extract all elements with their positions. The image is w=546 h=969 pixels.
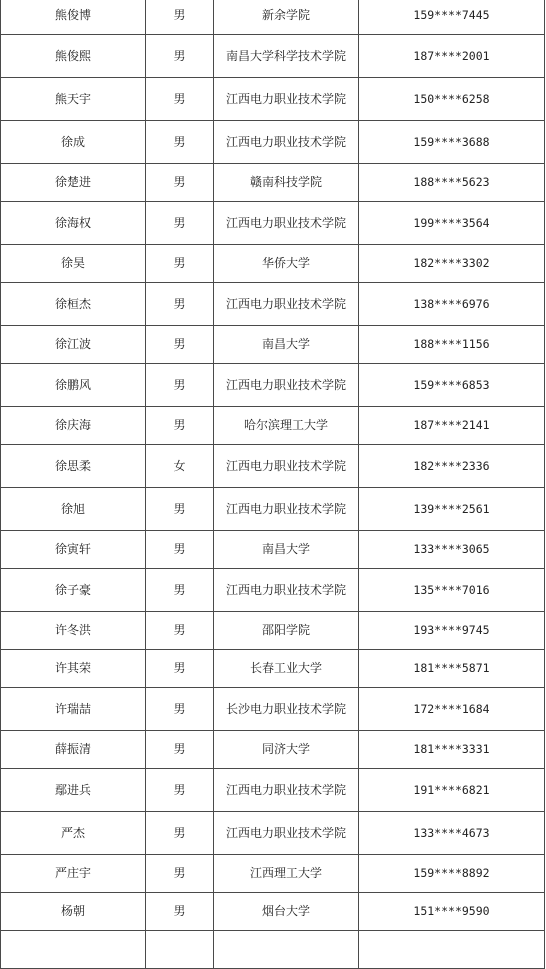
table-row xyxy=(1,35,545,78)
phone-cell xyxy=(359,364,545,407)
gender-cell xyxy=(146,612,214,650)
gender-cell-text: 男 xyxy=(173,48,186,63)
phone-cell-text: 151****9590 xyxy=(413,904,490,918)
phone-cell xyxy=(359,569,545,612)
table-row xyxy=(1,612,545,650)
gender-cell-text: 男 xyxy=(173,782,186,797)
phone-cell-text: 191****6821 xyxy=(413,782,490,797)
gender-cell-text: 男 xyxy=(173,701,186,716)
gender-cell-text: 男 xyxy=(173,8,186,22)
table-row xyxy=(1,78,545,121)
school-cell xyxy=(214,893,359,931)
phone-cell-text: 187****2141 xyxy=(413,418,490,432)
gender-cell xyxy=(146,488,214,531)
name-cell xyxy=(1,931,146,969)
name-cell xyxy=(1,164,146,202)
gender-cell xyxy=(146,0,214,35)
gender-cell xyxy=(146,931,214,969)
gender-cell-text: 男 xyxy=(173,582,186,597)
gender-cell-text: 男 xyxy=(173,377,186,392)
name-cell xyxy=(1,326,146,364)
name-cell xyxy=(1,245,146,283)
school-cell-text: 长沙电力职业技术学院 xyxy=(225,701,346,716)
school-cell-text: 江西电力职业技术学院 xyxy=(225,501,346,516)
phone-cell xyxy=(359,245,545,283)
gender-cell xyxy=(146,121,214,164)
table-row xyxy=(1,650,545,688)
school-cell xyxy=(214,78,359,121)
school-cell-text: 南昌大学 xyxy=(261,337,310,351)
phone-cell-text: 181****3331 xyxy=(413,742,490,756)
phone-cell xyxy=(359,283,545,326)
phone-cell xyxy=(359,650,545,688)
name-cell xyxy=(1,855,146,893)
gender-cell xyxy=(146,650,214,688)
table-row xyxy=(1,569,545,612)
name-cell xyxy=(1,202,146,245)
phone-cell xyxy=(359,893,545,931)
gender-cell xyxy=(146,893,214,931)
school-cell-text: 江西电力职业技术学院 xyxy=(225,582,346,597)
name-cell-text: 鄢进兵 xyxy=(54,782,91,797)
phone-cell-text: 193****9745 xyxy=(413,623,490,637)
school-cell-text: 江西电力职业技术学院 xyxy=(225,215,346,230)
phone-cell xyxy=(359,0,545,35)
name-cell-text: 徐昊 xyxy=(60,256,85,270)
gender-cell xyxy=(146,445,214,488)
school-cell-text: 江西理工大学 xyxy=(249,866,322,880)
phone-cell xyxy=(359,35,545,78)
gender-cell-text: 男 xyxy=(173,296,186,311)
name-cell xyxy=(1,812,146,855)
phone-cell-text: 181****5871 xyxy=(413,661,490,675)
table-row xyxy=(1,0,545,35)
table-row xyxy=(1,731,545,769)
phone-cell xyxy=(359,445,545,488)
name-cell xyxy=(1,688,146,731)
phone-cell xyxy=(359,78,545,121)
phone-cell-text: 172****1684 xyxy=(413,701,490,716)
gender-cell-text: 男 xyxy=(173,825,186,840)
school-cell xyxy=(214,245,359,283)
gender-cell-text: 男 xyxy=(173,742,186,756)
gender-cell-text: 男 xyxy=(173,418,186,432)
school-cell xyxy=(214,407,359,445)
gender-cell xyxy=(146,688,214,731)
gender-cell-text: 男 xyxy=(173,904,186,918)
name-cell-text: 许冬洪 xyxy=(54,623,91,637)
phone-cell xyxy=(359,769,545,812)
phone-cell-text: 133****4673 xyxy=(413,825,490,840)
name-cell-text: 熊俊熙 xyxy=(54,48,91,63)
name-cell-text: 徐海权 xyxy=(54,215,91,230)
phone-cell xyxy=(359,931,545,969)
phone-cell xyxy=(359,855,545,893)
phone-cell-text: 187****2001 xyxy=(413,48,490,63)
gender-cell xyxy=(146,364,214,407)
name-cell-text: 徐庆海 xyxy=(54,418,91,432)
phone-cell xyxy=(359,812,545,855)
school-cell-text: 南昌大学科学技术学院 xyxy=(225,48,346,63)
table-row xyxy=(1,531,545,569)
gender-cell-text: 男 xyxy=(173,501,186,516)
phone-cell xyxy=(359,202,545,245)
phone-cell-text: 138****6976 xyxy=(413,296,490,311)
table-row xyxy=(1,326,545,364)
table-row xyxy=(1,445,545,488)
name-cell-text: 徐鹏风 xyxy=(54,377,91,392)
name-cell-text: 熊天宇 xyxy=(54,91,91,106)
gender-cell-text: 男 xyxy=(173,866,186,880)
roster-table-body xyxy=(1,0,545,969)
name-cell xyxy=(1,488,146,531)
phone-cell xyxy=(359,326,545,364)
name-cell xyxy=(1,650,146,688)
table-row xyxy=(1,245,545,283)
name-cell xyxy=(1,769,146,812)
school-cell-text: 新余学院 xyxy=(261,8,310,22)
table-row xyxy=(1,407,545,445)
gender-cell-text: 男 xyxy=(173,215,186,230)
school-cell-text: 长春工业大学 xyxy=(249,661,322,675)
phone-cell-text: 182****3302 xyxy=(413,256,490,270)
gender-cell xyxy=(146,531,214,569)
table-row xyxy=(1,121,545,164)
gender-cell-text: 男 xyxy=(173,661,186,675)
school-cell xyxy=(214,35,359,78)
name-cell xyxy=(1,364,146,407)
gender-cell xyxy=(146,245,214,283)
school-cell xyxy=(214,364,359,407)
name-cell-text: 徐旭 xyxy=(60,501,85,516)
school-cell-text: 江西电力职业技术学院 xyxy=(225,91,346,106)
gender-cell xyxy=(146,407,214,445)
name-cell-text: 熊俊博 xyxy=(54,8,91,22)
phone-cell-text: 188****1156 xyxy=(413,337,490,351)
table-row xyxy=(1,812,545,855)
name-cell xyxy=(1,283,146,326)
school-cell xyxy=(214,202,359,245)
phone-cell xyxy=(359,731,545,769)
gender-cell xyxy=(146,769,214,812)
school-cell xyxy=(214,0,359,35)
school-cell-text: 江西电力职业技术学院 xyxy=(225,782,346,797)
gender-cell xyxy=(146,283,214,326)
table-row xyxy=(1,769,545,812)
name-cell-text: 徐桓杰 xyxy=(54,296,91,311)
name-cell xyxy=(1,569,146,612)
name-cell xyxy=(1,612,146,650)
school-cell-text: 江西电力职业技术学院 xyxy=(225,825,346,840)
gender-cell-text: 女 xyxy=(173,458,186,473)
school-cell-text: 江西电力职业技术学院 xyxy=(225,458,346,473)
name-cell-text: 徐江波 xyxy=(54,337,91,351)
school-cell xyxy=(214,283,359,326)
school-cell-text: 江西电力职业技术学院 xyxy=(225,296,346,311)
name-cell-text: 严庄宇 xyxy=(54,866,91,880)
table-row xyxy=(1,688,545,731)
phone-cell xyxy=(359,121,545,164)
name-cell xyxy=(1,445,146,488)
gender-cell xyxy=(146,78,214,121)
phone-cell xyxy=(359,612,545,650)
school-cell-text: 邵阳学院 xyxy=(261,623,310,637)
gender-cell-text: 男 xyxy=(173,134,186,149)
name-cell-text: 徐楚进 xyxy=(54,175,91,189)
school-cell xyxy=(214,769,359,812)
phone-cell-text: 159****7445 xyxy=(413,8,490,22)
gender-cell-text: 男 xyxy=(173,175,186,189)
phone-cell-text: 139****2561 xyxy=(413,501,490,516)
name-cell xyxy=(1,121,146,164)
name-cell xyxy=(1,407,146,445)
phone-cell xyxy=(359,488,545,531)
school-cell-text: 哈尔滨理工大学 xyxy=(243,418,328,432)
gender-cell-text: 男 xyxy=(173,337,186,351)
phone-cell xyxy=(359,688,545,731)
phone-cell-text: 133****3065 xyxy=(413,542,490,556)
phone-cell-text: 199****3564 xyxy=(413,215,490,230)
phone-cell-text: 159****6853 xyxy=(413,377,490,392)
name-cell-text: 杨朝 xyxy=(60,904,85,918)
school-cell-text: 南昌大学 xyxy=(261,542,310,556)
table-row xyxy=(1,893,545,931)
gender-cell xyxy=(146,569,214,612)
name-cell-text: 许瑞喆 xyxy=(54,701,91,716)
school-cell-text: 江西电力职业技术学院 xyxy=(225,134,346,149)
table-row xyxy=(1,488,545,531)
gender-cell-text: 男 xyxy=(173,542,186,556)
name-cell xyxy=(1,731,146,769)
gender-cell-text: 男 xyxy=(173,623,186,637)
gender-cell-text: 男 xyxy=(173,256,186,270)
school-cell xyxy=(214,488,359,531)
table-row xyxy=(1,283,545,326)
name-cell-text: 严杰 xyxy=(60,825,85,840)
name-cell xyxy=(1,893,146,931)
name-cell xyxy=(1,531,146,569)
gender-cell xyxy=(146,202,214,245)
school-cell xyxy=(214,855,359,893)
school-cell xyxy=(214,812,359,855)
name-cell xyxy=(1,35,146,78)
phone-cell xyxy=(359,531,545,569)
school-cell-text: 同济大学 xyxy=(261,742,310,756)
school-cell xyxy=(214,531,359,569)
phone-cell-text: 159****8892 xyxy=(413,866,490,880)
phone-cell-text: 135****7016 xyxy=(413,582,490,597)
school-cell xyxy=(214,121,359,164)
school-cell-text: 赣南科技学院 xyxy=(249,175,322,189)
school-cell xyxy=(214,931,359,969)
school-cell xyxy=(214,650,359,688)
table-row xyxy=(1,164,545,202)
gender-cell xyxy=(146,731,214,769)
school-cell-text: 江西电力职业技术学院 xyxy=(225,377,346,392)
gender-cell xyxy=(146,855,214,893)
school-cell xyxy=(214,326,359,364)
table-row xyxy=(1,931,545,969)
phone-cell xyxy=(359,407,545,445)
gender-cell xyxy=(146,35,214,78)
table-row xyxy=(1,855,545,893)
phone-cell-text: 159****3688 xyxy=(413,134,490,149)
school-cell xyxy=(214,445,359,488)
school-cell xyxy=(214,688,359,731)
phone-cell-text: 188****5623 xyxy=(413,175,490,189)
gender-cell xyxy=(146,164,214,202)
gender-cell-text: 男 xyxy=(173,91,186,106)
gender-cell xyxy=(146,812,214,855)
name-cell-text: 徐成 xyxy=(60,134,85,149)
school-cell xyxy=(214,569,359,612)
name-cell-text: 徐子豪 xyxy=(54,582,91,597)
table-row xyxy=(1,202,545,245)
school-cell xyxy=(214,731,359,769)
name-cell xyxy=(1,0,146,35)
phone-cell-text: 150****6258 xyxy=(413,91,490,106)
table-row xyxy=(1,364,545,407)
gender-cell xyxy=(146,326,214,364)
name-cell-text: 薛振清 xyxy=(54,742,91,756)
school-cell-text: 华侨大学 xyxy=(261,256,310,270)
name-cell xyxy=(1,78,146,121)
name-cell-text: 徐思柔 xyxy=(54,458,91,473)
name-cell-text: 徐寅轩 xyxy=(54,542,91,556)
school-cell-text: 烟台大学 xyxy=(261,904,310,918)
school-cell xyxy=(214,612,359,650)
name-cell-text: 许其荣 xyxy=(54,661,91,675)
phone-cell-text: 182****2336 xyxy=(413,458,490,473)
phone-cell xyxy=(359,164,545,202)
school-cell xyxy=(214,164,359,202)
